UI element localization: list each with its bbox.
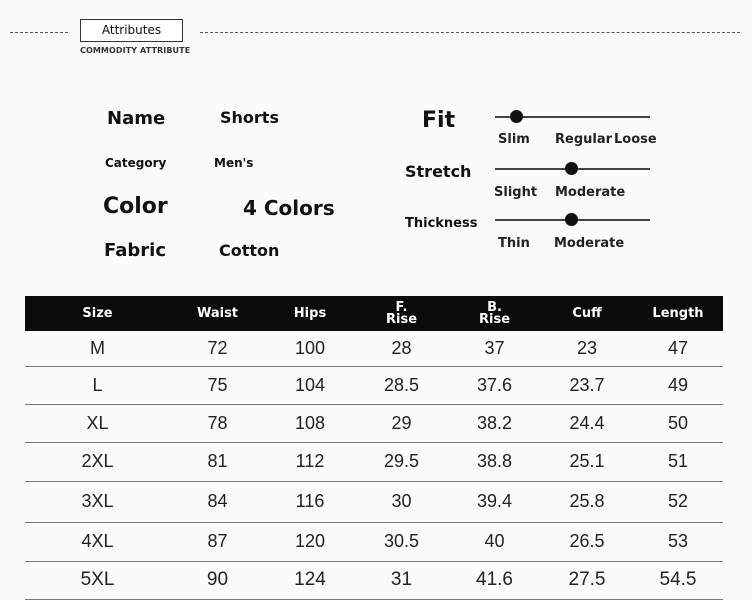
table-cell: 51 [633,442,723,481]
header-divider-right [200,32,740,33]
table-cell: 30 [355,481,448,522]
table-cell: 87 [170,522,265,561]
attributes-badge: Attributes [80,19,183,42]
table-row [25,404,723,442]
table-cell: 116 [265,481,355,522]
thickness-option-thin: Thin [498,236,530,251]
header-waist [170,296,265,331]
name-value: Shorts [220,108,279,127]
table-cell: 104 [265,366,355,404]
table-cell: 120 [265,522,355,561]
table-cell: 2XL [25,442,170,481]
table-cell: 90 [170,561,265,599]
table-cell: 84 [170,481,265,522]
header-label: Hips [293,305,327,321]
fit-option-regular: Regular [555,132,613,147]
stretch-option-moderate: Moderate [555,185,626,200]
table-cell: 37.6 [448,366,541,404]
fit-option-slim: Slim [498,132,530,147]
header-length [633,296,723,331]
fabric-value: Cotton [219,241,280,260]
table-cell: 47 [633,331,723,366]
table-cell: 3XL [25,481,170,522]
color-value: 4 Colors [243,196,335,220]
color-label: Color [103,194,168,219]
table-header-row [25,296,723,331]
size-chart-table [25,296,723,600]
table-row [25,331,723,366]
table-cell: 26.5 [541,522,633,561]
table-cell: 75 [170,366,265,404]
table-cell: 30.5 [355,522,448,561]
attributes-subtitle: COMMODITY ATTRIBUTE [80,46,191,55]
table-cell: 37 [448,331,541,366]
table-cell: 38.2 [448,404,541,442]
table-cell: 112 [265,442,355,481]
table-cell: XL [25,404,170,442]
stretch-label: Stretch [405,162,472,181]
table-cell: 41.6 [448,561,541,599]
table-cell: 25.8 [541,481,633,522]
header-cuff [541,296,633,331]
fit-scale-marker [510,110,523,123]
table-cell: 100 [265,331,355,366]
table-cell: 38.8 [448,442,541,481]
header-size [25,296,170,331]
header-label: B. Rise [478,299,511,327]
table-cell: 5XL [25,561,170,599]
header-label: Size [82,305,113,321]
header-divider-left [10,32,68,33]
stretch-scale-marker [565,162,578,175]
table-cell: 23.7 [541,366,633,404]
header-back-rise [448,296,541,331]
header-label: Cuff [572,305,602,321]
table-cell: 29 [355,404,448,442]
category-value: Men's [214,156,254,170]
table-cell: 39.4 [448,481,541,522]
table-cell: 28.5 [355,366,448,404]
table-cell: 52 [633,481,723,522]
thickness-option-moderate: Moderate [554,236,625,251]
table-cell: 27.5 [541,561,633,599]
table-cell: L [25,366,170,404]
table-cell: M [25,331,170,366]
table-row [25,561,723,599]
fit-label: Fit [422,108,456,133]
table-cell: 25.1 [541,442,633,481]
name-label: Name [107,108,166,129]
table-cell: 53 [633,522,723,561]
table-cell: 29.5 [355,442,448,481]
table-cell: 24.4 [541,404,633,442]
header-label: F. Rise [385,299,418,327]
thickness-label: Thickness [405,216,478,231]
thickness-scale-marker [565,213,578,226]
table-cell: 54.5 [633,561,723,599]
header-label: Waist [196,305,239,321]
table-cell: 124 [265,561,355,599]
table-cell: 31 [355,561,448,599]
table-row [25,442,723,481]
table-cell: 78 [170,404,265,442]
category-label: Category [105,156,167,170]
table-row [25,522,723,561]
table-cell: 81 [170,442,265,481]
header-front-rise [355,296,448,331]
table-row [25,366,723,404]
table-cell: 40 [448,522,541,561]
header-hips [265,296,355,331]
header-label: Length [652,305,704,321]
table-cell: 4XL [25,522,170,561]
table-cell: 23 [541,331,633,366]
table-row [25,481,723,522]
table-cell: 28 [355,331,448,366]
stretch-option-slight: Slight [494,185,538,200]
table-cell: 108 [265,404,355,442]
table-cell: 72 [170,331,265,366]
fit-option-loose: Loose [614,132,657,147]
table-cell: 49 [633,366,723,404]
fabric-label: Fabric [104,240,166,261]
table-cell: 50 [633,404,723,442]
